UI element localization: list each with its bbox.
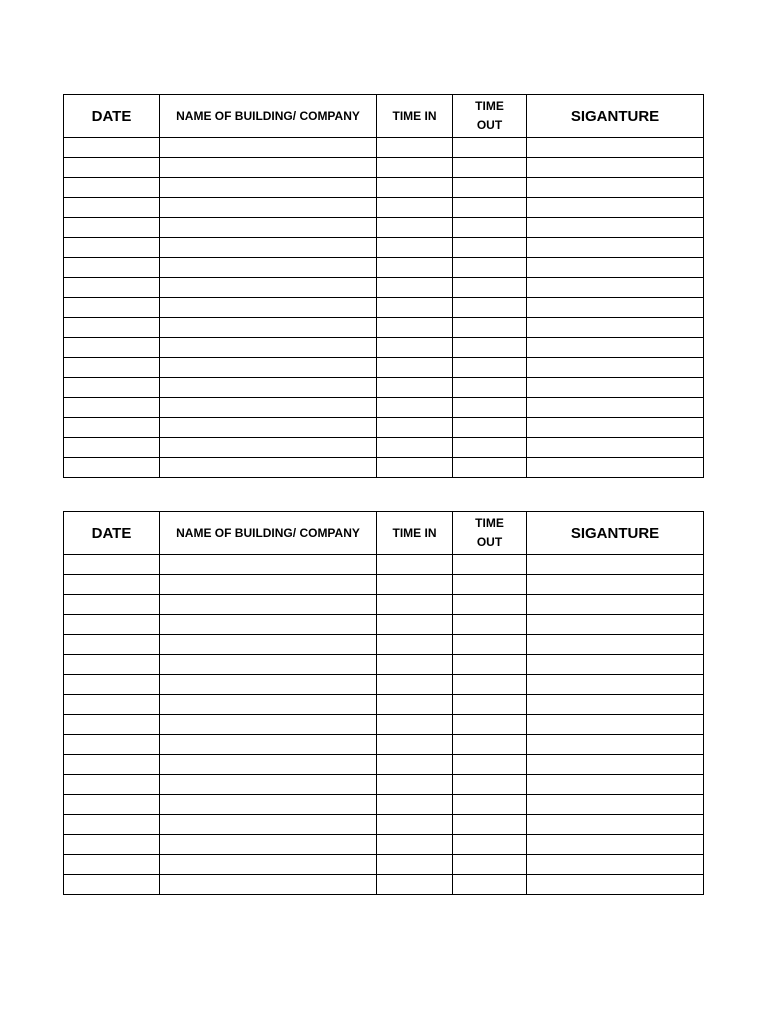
time-out-cell[interactable] [453, 378, 527, 398]
table-row [64, 855, 704, 875]
time-out-cell[interactable] [453, 398, 527, 418]
time-out-cell[interactable] [453, 555, 527, 575]
signature-cell[interactable] [527, 438, 704, 458]
time-in-cell[interactable] [377, 735, 453, 755]
date-cell[interactable] [64, 258, 160, 278]
table-row [64, 138, 704, 158]
header-row [64, 512, 704, 555]
time-out-cell[interactable] [453, 675, 527, 695]
time-out-cell[interactable] [453, 575, 527, 595]
table-row [64, 635, 704, 655]
table-row [64, 695, 704, 715]
date-cell[interactable] [64, 595, 160, 615]
signature-cell[interactable] [527, 178, 704, 198]
date-cell[interactable] [64, 238, 160, 258]
date-cell[interactable] [64, 438, 160, 458]
date-cell[interactable] [64, 795, 160, 815]
table-row [64, 158, 704, 178]
time-in-cell[interactable] [377, 458, 453, 478]
table-row [64, 258, 704, 278]
table-row [64, 735, 704, 755]
name-of-building-company-header [160, 512, 377, 555]
date-cell[interactable] [64, 775, 160, 795]
time-out-cell[interactable] [453, 418, 527, 438]
name-of-building-company-cell[interactable] [160, 158, 377, 178]
table-row [64, 318, 704, 338]
date-header-text: DATE [91, 524, 132, 542]
time-in-cell[interactable] [377, 775, 453, 795]
time-in-cell[interactable] [377, 715, 453, 735]
date-cell[interactable] [64, 635, 160, 655]
name-of-building-company-cell[interactable] [160, 635, 377, 655]
table-row [64, 875, 704, 895]
signature-cell[interactable] [527, 278, 704, 298]
time-out-header-text: OUT [476, 118, 503, 132]
table-row [64, 218, 704, 238]
date-cell[interactable] [64, 855, 160, 875]
time-out-cell[interactable] [453, 755, 527, 775]
table-row [64, 418, 704, 438]
name-of-building-company-cell[interactable] [160, 398, 377, 418]
date-cell[interactable] [64, 735, 160, 755]
time-in-cell[interactable] [377, 795, 453, 815]
name-of-building-company-cell[interactable] [160, 358, 377, 378]
name-of-building-company-cell[interactable] [160, 378, 377, 398]
date-cell[interactable] [64, 358, 160, 378]
name-of-building-company-cell[interactable] [160, 795, 377, 815]
signature-cell[interactable] [527, 855, 704, 875]
time-out-cell[interactable] [453, 158, 527, 178]
time-out-cell[interactable] [453, 875, 527, 895]
name-of-building-company-cell[interactable] [160, 835, 377, 855]
time-out-cell[interactable] [453, 715, 527, 735]
sign-in-log-table-2 [63, 511, 704, 895]
name-of-building-company-cell[interactable] [160, 735, 377, 755]
name-of-building-company-cell[interactable] [160, 298, 377, 318]
signature-cell[interactable] [527, 238, 704, 258]
time-in-cell[interactable] [377, 258, 453, 278]
time-out-cell[interactable] [453, 695, 527, 715]
date-cell[interactable] [64, 158, 160, 178]
time-in-cell[interactable] [377, 835, 453, 855]
signature-cell[interactable] [527, 398, 704, 418]
name-of-building-company-cell[interactable] [160, 875, 377, 895]
time-out-cell[interactable] [453, 735, 527, 755]
name-of-building-company-cell[interactable] [160, 855, 377, 875]
time-out-cell[interactable] [453, 298, 527, 318]
time-in-cell[interactable] [377, 675, 453, 695]
signature-cell[interactable] [527, 875, 704, 895]
date-header-text: DATE [91, 107, 132, 125]
name-of-building-company-cell[interactable] [160, 438, 377, 458]
date-header [64, 512, 160, 555]
time-in-cell[interactable] [377, 238, 453, 258]
table-row [64, 775, 704, 795]
date-cell[interactable] [64, 378, 160, 398]
time-in-cell[interactable] [377, 755, 453, 775]
name-of-building-company-cell[interactable] [160, 278, 377, 298]
time-in-cell[interactable] [377, 278, 453, 298]
time-out-cell[interactable] [453, 338, 527, 358]
time-in-cell[interactable] [377, 138, 453, 158]
time-out-cell[interactable] [453, 198, 527, 218]
signature-cell[interactable] [527, 318, 704, 338]
signature-cell[interactable] [527, 258, 704, 278]
time-out-cell[interactable] [453, 615, 527, 635]
table-row [64, 655, 704, 675]
time-in-cell[interactable] [377, 298, 453, 318]
date-cell[interactable] [64, 755, 160, 775]
table-row [64, 198, 704, 218]
date-cell[interactable] [64, 655, 160, 675]
table-row [64, 795, 704, 815]
time-out-cell[interactable] [453, 138, 527, 158]
time-out-cell[interactable] [453, 595, 527, 615]
table-row [64, 458, 704, 478]
table-row [64, 238, 704, 258]
table-row [64, 178, 704, 198]
name-of-building-company-cell[interactable] [160, 675, 377, 695]
date-cell[interactable] [64, 318, 160, 338]
signature-cell[interactable] [527, 655, 704, 675]
date-cell[interactable] [64, 615, 160, 635]
table-row [64, 575, 704, 595]
table-row [64, 278, 704, 298]
name-of-building-company-header [160, 95, 377, 138]
time-out-cell[interactable] [453, 318, 527, 338]
time-out-cell[interactable] [453, 258, 527, 278]
signature-header [527, 95, 704, 138]
time-in-cell[interactable] [377, 398, 453, 418]
time-in-cell[interactable] [377, 338, 453, 358]
date-cell[interactable] [64, 418, 160, 438]
time-in-cell[interactable] [377, 318, 453, 338]
signature-cell[interactable] [527, 378, 704, 398]
time-in-cell[interactable] [377, 635, 453, 655]
time-out-cell[interactable] [453, 775, 527, 795]
time-in-cell[interactable] [377, 655, 453, 675]
date-cell[interactable] [64, 138, 160, 158]
signature-cell[interactable] [527, 218, 704, 238]
signature-cell[interactable] [527, 298, 704, 318]
time-in-cell[interactable] [377, 438, 453, 458]
name-of-building-company-cell[interactable] [160, 178, 377, 198]
time-out-header [453, 512, 527, 555]
time-in-cell[interactable] [377, 418, 453, 438]
name-of-building-company-header-text: NAME OF BUILDING/ COMPANY [176, 108, 360, 123]
date-cell[interactable] [64, 555, 160, 575]
signature-cell[interactable] [527, 595, 704, 615]
signature-cell[interactable] [527, 615, 704, 635]
table-row [64, 555, 704, 575]
signature-cell[interactable] [527, 775, 704, 795]
signature-cell[interactable] [527, 735, 704, 755]
header-row [64, 95, 704, 138]
table-row [64, 438, 704, 458]
signature-cell[interactable] [527, 198, 704, 218]
signature-cell[interactable] [527, 695, 704, 715]
time-in-header-text: TIME IN [392, 108, 437, 123]
time-in-cell[interactable] [377, 875, 453, 895]
name-of-building-company-cell[interactable] [160, 238, 377, 258]
time-out-cell[interactable] [453, 635, 527, 655]
date-cell[interactable] [64, 278, 160, 298]
date-cell[interactable] [64, 575, 160, 595]
name-of-building-company-cell[interactable] [160, 458, 377, 478]
name-of-building-company-cell[interactable] [160, 218, 377, 238]
time-out-cell[interactable] [453, 218, 527, 238]
time-in-cell[interactable] [377, 555, 453, 575]
time-out-cell[interactable] [453, 815, 527, 835]
signature-cell[interactable] [527, 675, 704, 695]
table-row [64, 398, 704, 418]
time-out-cell[interactable] [453, 795, 527, 815]
time-out-header-text: OUT [476, 535, 503, 549]
date-cell[interactable] [64, 715, 160, 735]
time-in-cell[interactable] [377, 615, 453, 635]
name-of-building-company-cell[interactable] [160, 775, 377, 795]
date-cell[interactable] [64, 398, 160, 418]
name-of-building-company-cell[interactable] [160, 418, 377, 438]
table-row [64, 675, 704, 695]
time-out-cell[interactable] [453, 655, 527, 675]
date-cell[interactable] [64, 815, 160, 835]
time-out-cell[interactable] [453, 178, 527, 198]
time-in-cell[interactable] [377, 178, 453, 198]
name-of-building-company-cell[interactable] [160, 258, 377, 278]
table-row [64, 595, 704, 615]
table-row [64, 715, 704, 735]
name-of-building-company-cell[interactable] [160, 615, 377, 635]
signature-header-text: SIGANTURE [570, 524, 660, 542]
signature-header-text: SIGANTURE [570, 107, 660, 125]
table-row [64, 298, 704, 318]
name-of-building-company-cell[interactable] [160, 755, 377, 775]
name-of-building-company-cell[interactable] [160, 138, 377, 158]
table-row [64, 815, 704, 835]
name-of-building-company-cell[interactable] [160, 555, 377, 575]
time-in-cell[interactable] [377, 198, 453, 218]
date-cell[interactable] [64, 198, 160, 218]
time-out-cell[interactable] [453, 458, 527, 478]
sign-in-log-table-1 [63, 94, 704, 478]
time-out-header [453, 95, 527, 138]
name-of-building-company-header-text: NAME OF BUILDING/ COMPANY [176, 525, 360, 540]
name-of-building-company-cell[interactable] [160, 595, 377, 615]
time-in-cell[interactable] [377, 695, 453, 715]
time-in-cell[interactable] [377, 575, 453, 595]
time-out-header-text: TIME [475, 99, 504, 113]
time-out-header-text: TIME [475, 516, 504, 530]
table-row [64, 755, 704, 775]
date-cell[interactable] [64, 458, 160, 478]
date-cell[interactable] [64, 218, 160, 238]
signature-cell[interactable] [527, 835, 704, 855]
signature-cell[interactable] [527, 158, 704, 178]
signature-header [527, 512, 704, 555]
name-of-building-company-cell[interactable] [160, 198, 377, 218]
signature-cell[interactable] [527, 575, 704, 595]
signature-cell[interactable] [527, 458, 704, 478]
time-in-cell[interactable] [377, 158, 453, 178]
signature-cell[interactable] [527, 815, 704, 835]
name-of-building-company-cell[interactable] [160, 695, 377, 715]
name-of-building-company-cell[interactable] [160, 318, 377, 338]
signature-cell[interactable] [527, 715, 704, 735]
date-cell[interactable] [64, 178, 160, 198]
name-of-building-company-cell[interactable] [160, 715, 377, 735]
signature-cell[interactable] [527, 755, 704, 775]
name-of-building-company-cell[interactable] [160, 815, 377, 835]
signature-cell[interactable] [527, 418, 704, 438]
time-out-cell[interactable] [453, 855, 527, 875]
signature-cell[interactable] [527, 138, 704, 158]
date-cell[interactable] [64, 338, 160, 358]
signature-cell[interactable] [527, 635, 704, 655]
signature-cell[interactable] [527, 795, 704, 815]
date-header [64, 95, 160, 138]
time-in-cell[interactable] [377, 855, 453, 875]
signature-cell[interactable] [527, 358, 704, 378]
table-row [64, 338, 704, 358]
time-in-header [377, 512, 453, 555]
time-out-cell[interactable] [453, 358, 527, 378]
time-in-header [377, 95, 453, 138]
date-cell[interactable] [64, 695, 160, 715]
time-in-cell[interactable] [377, 358, 453, 378]
date-cell[interactable] [64, 298, 160, 318]
date-cell[interactable] [64, 675, 160, 695]
time-in-cell[interactable] [377, 595, 453, 615]
signature-cell[interactable] [527, 338, 704, 358]
time-in-cell[interactable] [377, 815, 453, 835]
time-out-cell[interactable] [453, 835, 527, 855]
time-in-cell[interactable] [377, 218, 453, 238]
table-row [64, 835, 704, 855]
name-of-building-company-cell[interactable] [160, 338, 377, 358]
name-of-building-company-cell[interactable] [160, 655, 377, 675]
name-of-building-company-cell[interactable] [160, 575, 377, 595]
table-row [64, 378, 704, 398]
signature-cell[interactable] [527, 555, 704, 575]
table-row [64, 358, 704, 378]
date-cell[interactable] [64, 875, 160, 895]
date-cell[interactable] [64, 835, 160, 855]
time-out-cell[interactable] [453, 238, 527, 258]
time-out-cell[interactable] [453, 438, 527, 458]
time-in-header-text: TIME IN [392, 525, 437, 540]
time-in-cell[interactable] [377, 378, 453, 398]
time-out-cell[interactable] [453, 278, 527, 298]
table-row [64, 615, 704, 635]
